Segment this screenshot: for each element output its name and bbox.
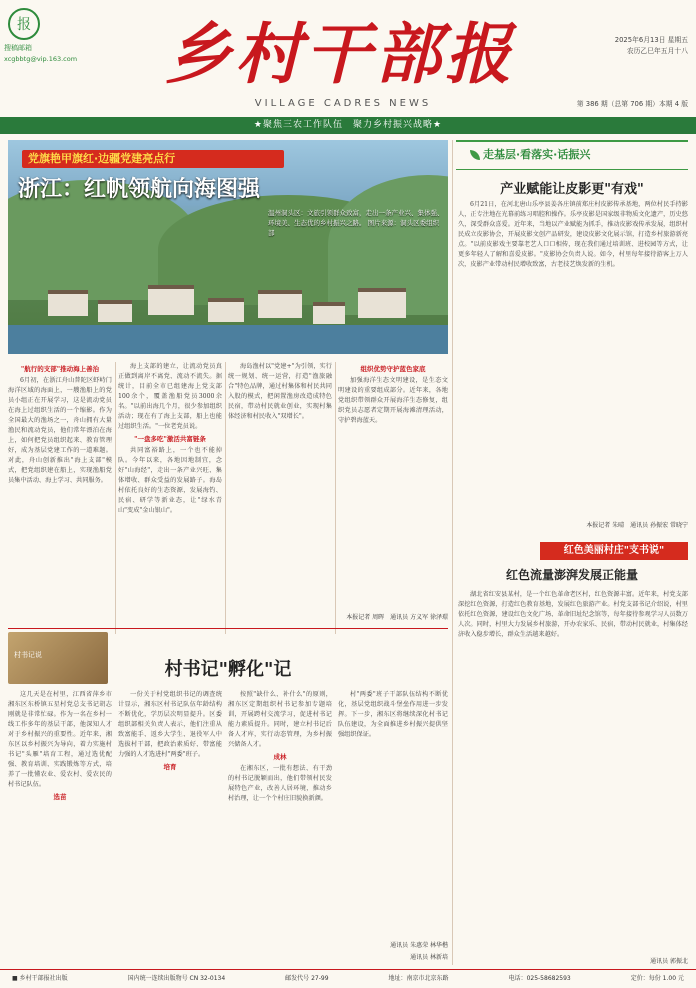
right-section-header [456, 140, 688, 170]
lead-paragraph-3: 共同富裕路上，一个也不能掉队。今年以来，各地因地制宜，念好"山海经"，走出一条产业兴旺、集体增收、群众受益的发展路子。海岛村依托良好的生态资源，发展海钓、民宿、研学等新业态，让"绿水青山"变成"金山银山"。 [118, 447, 222, 514]
slogan-banner: ★聚焦三农工作队伍 聚力乡村振兴战略★ [0, 117, 696, 134]
second-subtitle-3: 成林 [273, 753, 287, 761]
second-subtitle-1: 选苗 [53, 793, 67, 801]
newspaper-title: 乡村干部报 [165, 15, 515, 93]
logo-icon [8, 8, 40, 40]
photo-caption: 温州洞头区：文旅引领群众致富，走出一条产业兴、集体强、环境美、生态优的乡村振兴之路。 图片来源：洞头区委组织部 [268, 209, 444, 237]
right-article-title[interactable]: 产业赋能让皮影更"有戏" [500, 182, 644, 197]
right-paragraph-2: 湖北省红安县某村，是一个红色革命老区村，红色资源丰富。近年来，村党支部深挖红色资源，打造红色教育基地，发展红色旅游产业。村党支部书记介绍说，村里依托红色资源，建设红色文化广场、革命旧址纪念馆等，每年接待参观学习人员数万人次。同时，村里大力发展乡村旅游，开办农家乐、民宿，带动村民就业，村集体经济收入稳步增长，群众生活越来越好。 [458, 591, 688, 638]
lead-paragraph-5: 加强海洋生态文明建设，是生态文明建设的重要组成部分。近年来，各地党组织带领群众开展海洋生态修复，组织党员志愿者定期开展海滩清理活动，守护碧海蓝天。 [338, 377, 448, 424]
right-article-2-body [458, 590, 688, 955]
lead-column-1 [8, 362, 112, 634]
right-article-2-title[interactable]: 红色流量澎湃发展正能量 [505, 568, 638, 582]
section-rule [8, 628, 448, 629]
lead-column-4 [338, 362, 448, 624]
email-link[interactable]: xcgbbtg@vip.163.com [4, 55, 78, 63]
footer-postcode: 邮发代号 27-99 [285, 975, 329, 982]
second-paragraph-1: 这几天是在村里，江西省萍乡市湘东区东桥镇五星村党总支书记胡志刚就是非常忙碌。作为一名在乡村一线工作多年的基层干部，他深知人才对于乡村振兴的重要性。近年来，湘东区以乡村振兴为导向，着力实施村书记"头雁"培育工程，通过选优配强、教育培训、实践锻炼等方式，培养了一批懂农业、爱农村、爱农民的村书记队伍。 [8, 691, 112, 788]
second-subtitle-2: 培育 [163, 763, 177, 771]
second-byline-2: 通讯员 林新培 [410, 954, 448, 961]
second-column-3 [228, 690, 332, 962]
lunar-date: 农历乙巳年五月十八 [626, 47, 688, 55]
second-paragraph-4: 在湘东区，一批有想法、有干劲的村书记脱颖而出，他们带领村民发展特色产业，改善人居环境，推动乡村治理，让一个个村庄旧貌换新颜。 [228, 765, 332, 802]
logo-caption: 搜稿邮箱 [4, 44, 32, 52]
footer-address: 地址：南京市北京东路 [388, 975, 449, 982]
leaf-icon [470, 150, 480, 160]
second-paragraph-2: 一份关于村党组织书记的调查统计显示，湘东区村书记队伍年龄结构不断优化，学历层次明显提升。区委组织部相关负责人表示，他们注重从致富能手、返乡大学生、退役军人中选拔村干部，把政治素质好、带富能力强的人才选进村"两委"班子。 [118, 691, 222, 758]
right-paragraph: 6月21日，在河北唐山乐亭县姜各庄镇前郑庄村皮影传承基地，两位村民手持影人，正专注地在光幕前练习唱腔和操作。乐亭皮影是国家级非物质文化遗产，历史悠久，深受群众喜爱。近年来，当地以产业赋能为抓手，推动皮影戏传承发展，组织村民成立皮影协会，开展皮影文创产品研发，建设皮影文化展示馆，打造乡村旅游新亮点。"以前皮影戏主要靠老艺人口口相传，现在我们通过培训班、进校园等方式，让更多年轻人了解和喜爱皮影。"皮影协会负责人说。如今，村里每年接待游客上万人次，皮影产业带动村民增收致富，古老技艺焕发新的生机。 [458, 201, 688, 268]
second-paragraph-5: 村"两委"班子干部队伍结构不断优化，基层党组织战斗堡垒作用进一步发挥。下一步，湘东区将继续深化村书记队伍建设，为全面推进乡村振兴提供坚强组织保证。 [338, 691, 448, 738]
lead-subtitle-3: 组织优势守护蓝色家底 [360, 365, 426, 373]
column-divider [115, 362, 116, 634]
second-byline: 通讯员 朱惠荣 林华楷 [390, 942, 448, 949]
footer [0, 969, 696, 988]
second-article-title[interactable]: 村书记"孵化"记 [164, 659, 292, 680]
footer-serial: 国内统一连续出版物号 CN 32-0134 [127, 975, 226, 982]
second-column-1 [8, 690, 112, 962]
second-paragraph-3: 按照"缺什么、补什么"的原则，湘东区定期组织村书记参加专题培训，开展跨村交流学习，促进村书记能力素质提升。同时，建立村书记后备人才库，实行动态管理，为乡村振兴储备人才。 [228, 691, 332, 748]
column-divider [225, 362, 226, 634]
footer-publisher: ■ 乡村干部报社出版 [12, 975, 68, 982]
lead-paragraph-4: 海岛渔村以"党建+"为引领，实行统一规划、统一运营，打造"渔旅融合"特色品牌，通过村集体和村民共同入股的模式，把闲置渔房改造成特色民宿，带动村民就业创业，实现村集体经济和村民收入"双增长"。 [228, 363, 332, 420]
footer-price: 定价：每份 1.00 元 [630, 975, 684, 982]
lead-column-2 [118, 362, 222, 634]
red-village-tag: 红色美丽村庄"支书说" [540, 542, 688, 560]
right-byline: 本报记者 朱晴 通讯员 孙振宏 常晓宁 [586, 522, 688, 529]
right-article-body [458, 200, 688, 518]
lead-headline[interactable]: 浙江：红帆领航向海图强 [18, 177, 261, 202]
second-column-2 [118, 690, 222, 962]
footer-phone: 电话：025-58682593 [508, 975, 571, 982]
lead-tag: 党旗艳甲旗红·边疆党建亮点行 [22, 150, 284, 168]
issue-date: 2025年6月13日 星期五 [614, 36, 688, 44]
column-divider [335, 362, 336, 634]
right-section-label: 走基层·看落实·话振兴 [483, 148, 591, 161]
secretary-photo-label: 村书记说 [14, 651, 42, 659]
lead-byline: 本报记者 周晖 通讯员 方义军 徐泽璟 [346, 614, 448, 621]
lead-column-3 [228, 362, 332, 634]
logo-label: 报 [17, 17, 31, 33]
right-byline-2: 通讯员 郭振北 [650, 958, 688, 965]
section-divider [452, 140, 453, 965]
lead-subtitle-2: "一盘多吃"激活共富链条 [134, 435, 206, 443]
lead-paragraph-2: 海上支部的建立，让流动党员真正做到离岸不离党、流动不流失。据统计，目前全市已组建海上党支部100余个，覆盖渔船党员3000余名。"以前出海几个月，很少参加组织活动；现在有了海上支部，船上也能过组织生活。"一位老党员说。 [118, 363, 222, 430]
issue-number: 第 386 期（总第 706 期）本期 4 版 [576, 100, 688, 108]
lead-subtitle-1: "航行的支部"推动海上善治 [20, 365, 100, 373]
second-column-4 [338, 690, 448, 938]
newspaper-subtitle: VILLAGE CADRES NEWS [254, 98, 432, 109]
lead-paragraph-1: 6月初，在浙江舟山普陀区虾峙门海洋区域的海面上，一艘渔船上的党员小组正在开展学习，这是流动党员在海上过组织生活的一个缩影。作为全国最大的渔场之一，舟山拥有大量渔民和流动党员，他们常年漂泊在海上，如何把党员组织起来、教育管理好，成为基层党建工作的一道难题。对此，舟山创新推出"海上支部"模式，把党组织建在船上，实现渔船党员集中活动、海上学习、共同服务。 [8, 377, 112, 484]
